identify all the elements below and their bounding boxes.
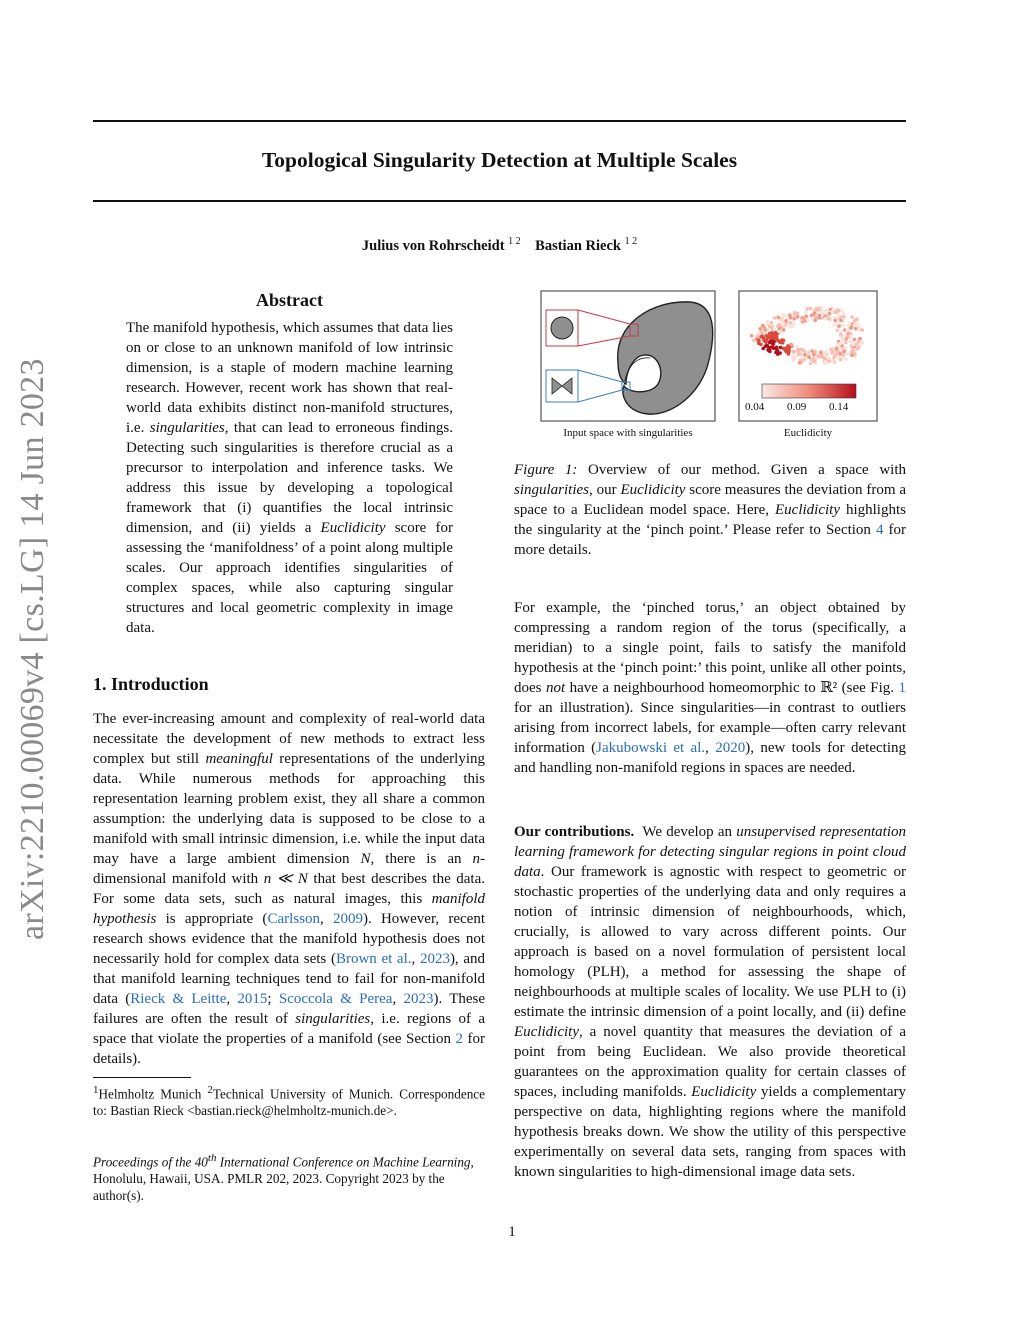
point-cloud-dot [771,340,775,344]
point-cloud-dot [787,352,791,356]
point-cloud-dot [762,336,766,340]
point-cloud-dot [799,348,803,352]
point-cloud-dot [841,323,845,327]
point-cloud-dot [831,359,835,363]
citation-link[interactable]: Jakubowski et al. [596,740,706,756]
arxiv-identifier: arXiv:2210.00069v4 [cs.LG] 14 Jun 2023 [14,358,51,940]
citation-link[interactable]: Carlsson [267,911,320,927]
point-cloud-dot [849,334,853,338]
point-cloud-dot [776,349,780,353]
citation-link[interactable]: 2015 [237,991,268,1007]
footnote-rule [93,1077,191,1078]
citation-link[interactable]: 2009 [332,911,363,927]
citation-link[interactable]: 2020 [715,740,746,756]
point-cloud-dot [844,346,848,350]
point-cloud-dot [759,343,763,347]
point-cloud-dot [850,353,854,357]
point-cloud-dot [788,325,792,329]
point-cloud-dot [807,355,811,359]
point-cloud-dot [810,349,814,353]
point-cloud-dot [837,324,841,328]
point-cloud-dot [779,346,783,350]
point-cloud-dot [797,352,801,356]
abstract-body: The manifold hypothesis, which assumes that data lies on or close to an unknown manifold of low intrinsic dimension, is a staple of modern machine learning research. However, recent work has shown that real-world data exhibits distinct non-manifold structures, i.e. singularities, that can lead to erroneous findings. Detecting such singularities is therefore crucial as a precursor to interpolation and inference tasks. We address this issue by developing a topological framework that (i) quantifies the local intrinsic dimension, and (ii) yields a Euclidicity score for assessing the ‘manifoldness’ of a point along multiple scales. Our approach identifies singularities of complex spaces, while also capturing singular structures and local geometric complexity in image data. [126,320,453,636]
section-link[interactable]: 4 [875,522,884,538]
point-cloud-dot [809,307,813,311]
point-cloud-dot [860,341,864,345]
right-paragraph-contributions: Our contributions. We develop an unsupervised representation learning framework for detecting singular regions in point cloud data. Our framework is agnostic with respect to geometric or stochastic properties of the underlying data and only requires a notion of intrinsic dimension of neighbourhoods, which, crucially, is allowed to vary across different points. Our approach is based on a novel formulation of persistent local homology (PLH), a method for assessing the shape of neighbourhoods at multiple scales of locality. We use PLH to (i) estimate the intrinsic dimension of a point locally, and (ii) define Euclidicity, a novel quantity that measures the deviation of a point from being Euclidean. We also provide theoretical guarantees on the approximation quality for certain classes of spaces, including manifolds. Euclidicity yields a complementary perspective on data, highlighting regions where the manifold hypothesis breaks down. We show the utility of this perspective experimentally on several data sets, ranging from spaces with known singularities to high-dimensional image data sets. [514,824,907,1180]
point-cloud-dot [763,328,767,332]
colorbar-tick: 0.14 [829,401,849,413]
point-cloud-dot [854,343,858,347]
point-cloud-dot [760,330,764,334]
colorbar-tick: 0.04 [745,401,765,413]
point-cloud-dot [819,351,823,355]
figure-right-caption: Euclidicity [783,427,833,439]
point-cloud-dot [825,350,829,354]
point-cloud-dot [782,328,786,332]
point-cloud-dot [778,327,782,331]
point-cloud-dot [823,317,827,321]
point-cloud-dot [833,354,837,358]
affiliation-footnote: $^1$Helmholtz Munich $^2$Technical University of Munich. Correspondence to: Bastian Rieck <bastian.rieck@helmholtz-munich.de>. [93,1084,485,1119]
point-cloud-dot [786,344,790,348]
page-number: 1 [508,1224,516,1240]
point-cloud-dot [810,317,814,321]
point-cloud-dot [803,358,807,362]
title-bottom-rule [93,200,906,202]
point-cloud-dot [785,347,789,351]
figure-input-space [540,290,720,424]
point-cloud-dot [791,324,795,328]
point-cloud-dot [840,309,844,313]
point-cloud-dot [816,357,820,361]
point-cloud-dot [788,313,792,317]
point-cloud-dot [768,346,772,350]
point-cloud-dot [830,310,834,314]
point-cloud-dot [780,319,784,323]
point-cloud-dot [850,344,854,348]
point-cloud-dot [827,317,831,321]
point-cloud-dot [770,321,774,325]
point-cloud-dot [804,314,808,318]
point-cloud-dot [851,348,855,352]
author-name: Julius von Rohrscheidt [361,237,505,254]
section-link[interactable]: 2 [455,1031,463,1047]
point-cloud-dot [758,327,762,331]
colorbar-tick: 0.09 [787,401,807,413]
citation-link[interactable]: Scoccola & Perea [278,991,393,1007]
point-cloud-dot [782,339,786,343]
point-cloud-dot [792,350,796,354]
colorbar [762,384,856,398]
colorbar-ticks [745,401,875,413]
point-cloud-dot [856,347,860,351]
point-cloud-dot [824,310,828,314]
point-cloud-dot [750,334,754,338]
point-cloud-dot [851,340,855,344]
point-cloud-dot [842,312,846,316]
point-cloud-dot [812,357,816,361]
point-cloud-dot [773,316,777,320]
point-cloud-dot [774,334,778,338]
point-cloud-dot [855,317,859,321]
point-cloud-dot [766,320,770,324]
point-cloud-dot [776,316,780,320]
citation-link[interactable]: 2023 [403,991,434,1007]
point-cloud-dot [783,314,787,318]
point-cloud-dot [849,326,853,330]
figure-left-caption: Input space with singularities [563,427,693,439]
citation-link[interactable]: Rieck & Leitte [130,991,227,1007]
citation-link[interactable]: Brown et al. [335,951,412,967]
point-cloud-dot [817,316,821,320]
point-cloud-dot [770,331,774,335]
point-cloud-dot [845,329,849,333]
point-cloud-dot [775,346,779,350]
point-cloud-dot [776,352,780,356]
point-cloud-dot [844,357,848,361]
point-cloud-dot [821,311,825,315]
figure-link[interactable]: 1 [898,680,906,696]
point-cloud-dot [850,315,854,319]
neighbourhood-disk [551,317,573,339]
point-cloud-dot [806,318,810,322]
point-cloud-dot [834,311,838,315]
point-cloud-dot [833,319,837,323]
right-paragraph-pinched-torus: For example, the ‘pinched torus,’ an object obtained by compressing a random region of the torus (specifically, a meridian) to a single point, fails to satisfy the manifold hypothesis at the ‘pinch point:’ this point, unlike all other points, does not have a neighbourhood homeomorphic to ℝ² (see Fig. 1 for an illustration). Since singularities—in contrast to outliers arising from incorrect labels, for example—often carry relevant information (Jakubowski et al., 2020), new tools for detecting and handling non-manifold regions in spaces are needed. [514,600,906,776]
point-cloud-dot [853,353,857,357]
section-heading-introduction: 1. Introduction [93,674,209,694]
point-cloud-dot [792,317,796,321]
point-cloud-dot [756,335,760,339]
point-cloud-dot [824,360,828,364]
point-cloud-dot [765,344,769,348]
point-cloud-dot [839,319,843,323]
point-cloud-dot [789,343,793,347]
author-name: Bastian Rieck [535,237,621,254]
point-cloud-dot [814,315,818,319]
point-cloud-dot [789,321,793,325]
point-cloud-dot [796,312,800,316]
point-cloud-dot [839,348,843,352]
citation-link[interactable]: 2023 [419,951,450,967]
point-cloud-dot [800,318,804,322]
point-cloud-dot [855,322,859,326]
author-list [93,236,906,255]
point-cloud-dot [839,358,843,362]
point-cloud-dot [835,347,839,351]
point-cloud-dot [806,307,810,311]
author-affiliation: 1 2 [508,236,521,247]
point-cloud-dot [777,323,781,327]
point-cloud-dot [825,355,829,359]
point-cloud-dot [791,358,795,362]
point-cloud-dot [854,327,858,331]
point-cloud-dot [761,324,765,328]
point-cloud-dot [822,356,826,360]
point-cloud-dot [843,335,847,339]
point-cloud-dot [839,333,843,337]
point-cloud-dot [761,347,765,351]
point-cloud-dot [804,310,808,314]
introduction-paragraph: The ever-increasing amount and complexity of real-world data necessitate the development of new methods to extract less complex but still meaningful representations of the underlying data. While numerous methods for approaching this representation learning problem exist, they all share a common assumption: the underlying data is supposed to be close to a manifold with small intrinsic dimension, i.e. while the input data may have a large ambient dimension N, there is an n-dimensional manifold with n ≪ N that best describes the data. For some data sets, such as natural images, this manifold hypothesis is appropriate (Carlsson, 2009). However, recent research shows evidence that the manifold hypothesis does not necessarily hold for complex data sets (Brown et al., 2023), and that manifold learning techniques tend to fail for non-manifold data (Rieck & Leitte, 2015; Scoccola & Perea, 2023). These failures are often the result of singularities, i.e. regions of a space that violate the properties of a manifold (see Section 2 for details). [93,711,486,1067]
title-top-rule [93,120,906,122]
point-cloud-dot [838,342,842,346]
point-cloud-dot [828,359,832,363]
point-cloud-dot [752,339,756,343]
point-cloud-dot [830,351,834,355]
point-cloud-dot [798,361,802,365]
point-cloud-dot [829,347,833,351]
point-cloud-dot [820,307,824,311]
point-cloud-dot [858,337,862,341]
point-cloud-dot [764,340,768,344]
point-cloud-dot [843,350,847,354]
point-cloud-dot [832,323,836,327]
point-cloud-dot [837,314,841,318]
figure-caption: Figure 1: Overview of our method. Given a space with singularities, our Euclidicity score measures the deviation from a space to a Euclidean model space. Here, Euclidicity highlights the singularity at the ‘pinch point.’ Please refer to Section 4 for more details. [514,462,907,558]
point-cloud-dot [857,327,861,331]
paper-title: Topological Singularity Detection at Multiple Scales [261,148,738,172]
point-cloud-dot [842,339,846,343]
proceedings-note: Proceedings of the 40th International Conference on Machine Learning, Honolulu, Hawaii, USA. PMLR 202, 2023. Copyright 2023 by the author(s). [93,1152,474,1204]
point-cloud-dot [814,350,818,354]
abstract-heading: Abstract [256,290,323,310]
point-cloud-dot [838,352,842,356]
point-cloud-dot [846,352,850,356]
point-cloud-dot [768,325,772,329]
point-cloud-dot [777,339,781,343]
author-affiliation: 1 2 [624,236,638,247]
point-cloud-dot [813,318,817,322]
point-cloud-dot [803,353,807,357]
